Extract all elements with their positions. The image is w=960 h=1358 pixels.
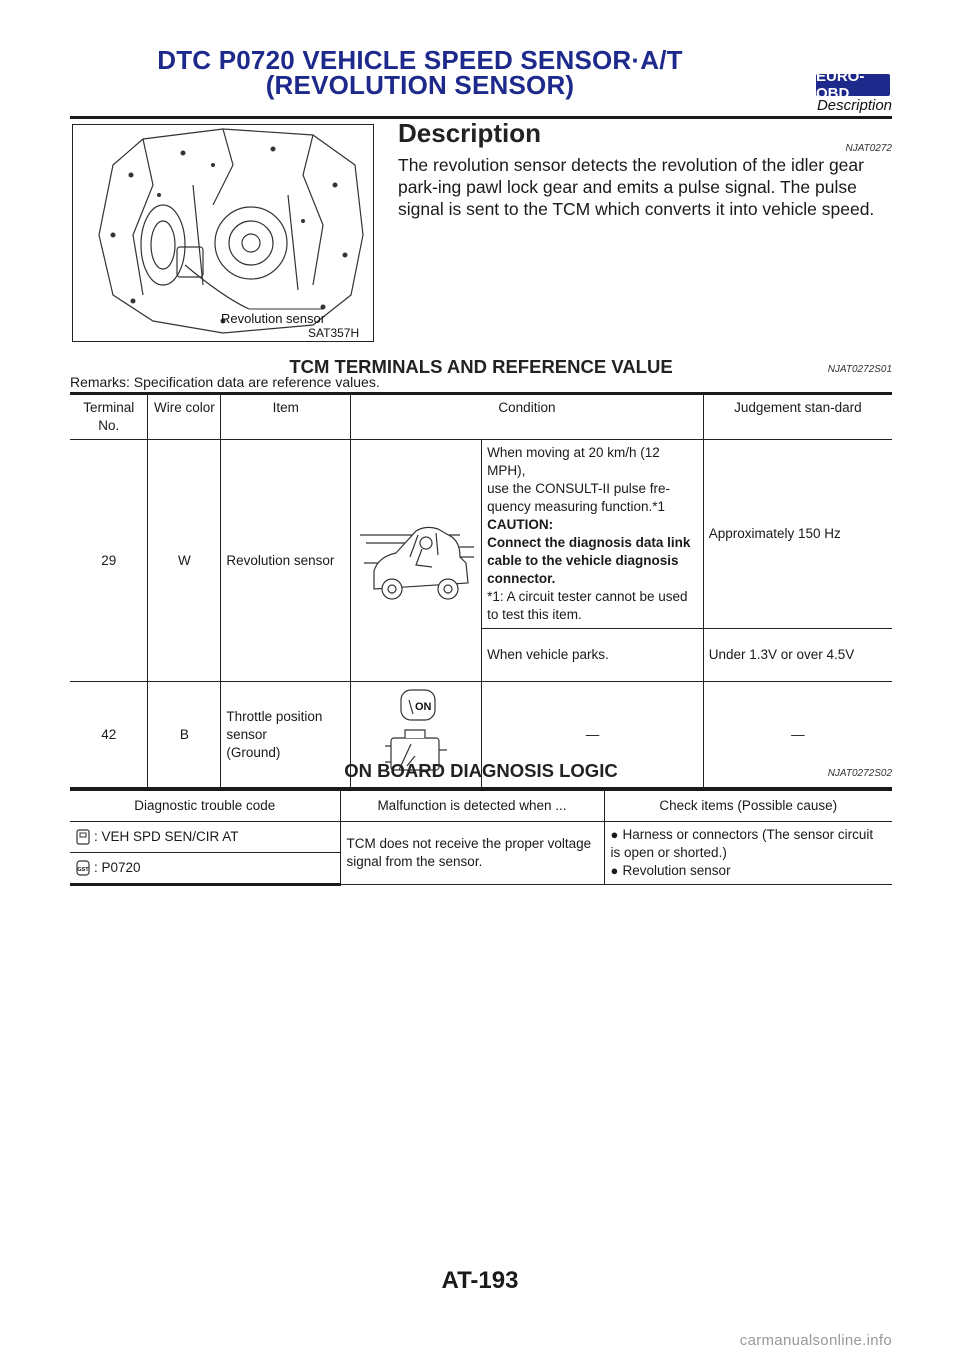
item-cell: Revolution sensor	[221, 440, 351, 682]
header-check-items: Check items (Possible cause)	[604, 790, 892, 822]
header-malfunction: Malfunction is detected when ...	[340, 790, 604, 822]
gst-tool-icon	[76, 860, 90, 876]
item-line: sensor	[226, 726, 267, 742]
diagnosis-table	[70, 788, 892, 886]
judgement-parked-cell: Under 1.3V or over 4.5V	[703, 629, 892, 682]
page-header-title	[50, 45, 790, 100]
dtc-consult-cell	[70, 822, 340, 853]
description-ref-code: NJAT0272	[845, 143, 892, 154]
dtc-consult-code: : VEH SPD SEN/CIR AT	[94, 829, 239, 844]
check-items-cell	[604, 822, 892, 885]
item-line: Throttle position	[226, 708, 323, 724]
gst-icon-label: GST	[77, 867, 89, 874]
header-terminal-no: Terminal No.	[70, 394, 148, 440]
bullet: ●	[610, 827, 619, 842]
watermark: carmanualsonline.info	[739, 1332, 892, 1349]
transmission-drawing	[73, 125, 373, 341]
condition-parked-cell: When vehicle parks.	[482, 629, 704, 682]
item-line: (Ground)	[226, 744, 281, 760]
euro-obd-badge: EURO-OBD	[816, 74, 890, 96]
caution-line: cable to the vehicle diagnosis	[487, 553, 679, 568]
check-item: ● Harness or connectors (The sensor circuit is open or shorted.)	[610, 827, 874, 860]
terminal-no-cell: 29	[70, 440, 148, 682]
terminals-header-row	[70, 394, 892, 440]
condition-moving-cell	[482, 440, 704, 629]
wire-color-cell: B	[148, 682, 221, 789]
footnote-line: *1: A circuit tester cannot be used	[487, 589, 688, 604]
header-item: Item	[221, 394, 351, 440]
consult-tool-icon	[76, 829, 90, 845]
table-row	[70, 440, 892, 629]
description-title: Description	[398, 118, 542, 148]
tcm-terminals-ref-code: NJAT0272S01	[827, 364, 892, 375]
transmission-illustration	[72, 124, 374, 342]
judgement-cell: —	[703, 682, 892, 789]
ignition-on-label: ON	[415, 701, 432, 713]
caution-line: Connect the diagnosis data link	[487, 535, 691, 550]
header-subtitle: Description	[816, 97, 892, 114]
condition-cell: —	[482, 682, 704, 789]
description-body: The revolution sensor detects the revolution of the idler gear park-ing pawl lock gear and emits a pulse signal. The pulse signal is sent to the TCM which converts it into vehicle speed.	[398, 155, 875, 219]
condition-moving-line: quency measuring function.*1	[487, 499, 666, 514]
header-condition: Condition	[351, 394, 704, 440]
figure-code: SAT357H	[308, 326, 360, 340]
caution-label: CAUTION:	[487, 517, 554, 532]
remarks-text: Remarks: Specification data are reference values.	[70, 374, 380, 390]
dtc-gst-code: : P0720	[94, 860, 141, 875]
caution-line: connector.	[487, 571, 556, 586]
header-dtc: Diagnostic trouble code	[70, 790, 340, 822]
moving-car-icon	[356, 513, 476, 603]
malfunction-cell: TCM does not receive the proper voltage signal from the sensor.	[340, 822, 604, 885]
header-judgement-standard: Judgement stan-dard	[703, 394, 892, 440]
moving-car-icon-cell	[351, 440, 482, 682]
page-number: AT-193	[441, 1267, 519, 1294]
figure-callout-label: Revolution sensor	[221, 311, 326, 326]
footnote-line: to test this item.	[487, 607, 582, 622]
header-title-line1: DTC P0720 VEHICLE SPEED SENSOR·A/T	[157, 45, 683, 75]
check-item: ● Revolution sensor	[610, 863, 731, 878]
wire-color-cell: W	[148, 440, 221, 682]
header-wire-color: Wire color	[148, 394, 221, 440]
bullet: ●	[610, 863, 619, 878]
diagnosis-logic-ref-code: NJAT0272S02	[827, 768, 892, 779]
terminal-no-cell: 42	[70, 682, 148, 789]
terminals-table	[70, 392, 892, 790]
diagnosis-logic-title: ON BOARD DIAGNOSIS LOGIC	[344, 760, 618, 781]
table-row	[70, 822, 892, 853]
condition-moving-line: When moving at 20 km/h (12 MPH),	[487, 445, 660, 478]
tcm-terminals-title: TCM TERMINALS AND REFERENCE VALUE	[289, 356, 673, 377]
condition-moving-line: use the CONSULT-II pulse fre-	[487, 481, 670, 496]
dtc-gst-cell	[70, 853, 340, 885]
header-title-line2: (REVOLUTION SENSOR)	[265, 70, 575, 100]
judgement-moving-cell: Approximately 150 Hz	[703, 440, 892, 629]
diagnosis-header-row	[70, 790, 892, 822]
